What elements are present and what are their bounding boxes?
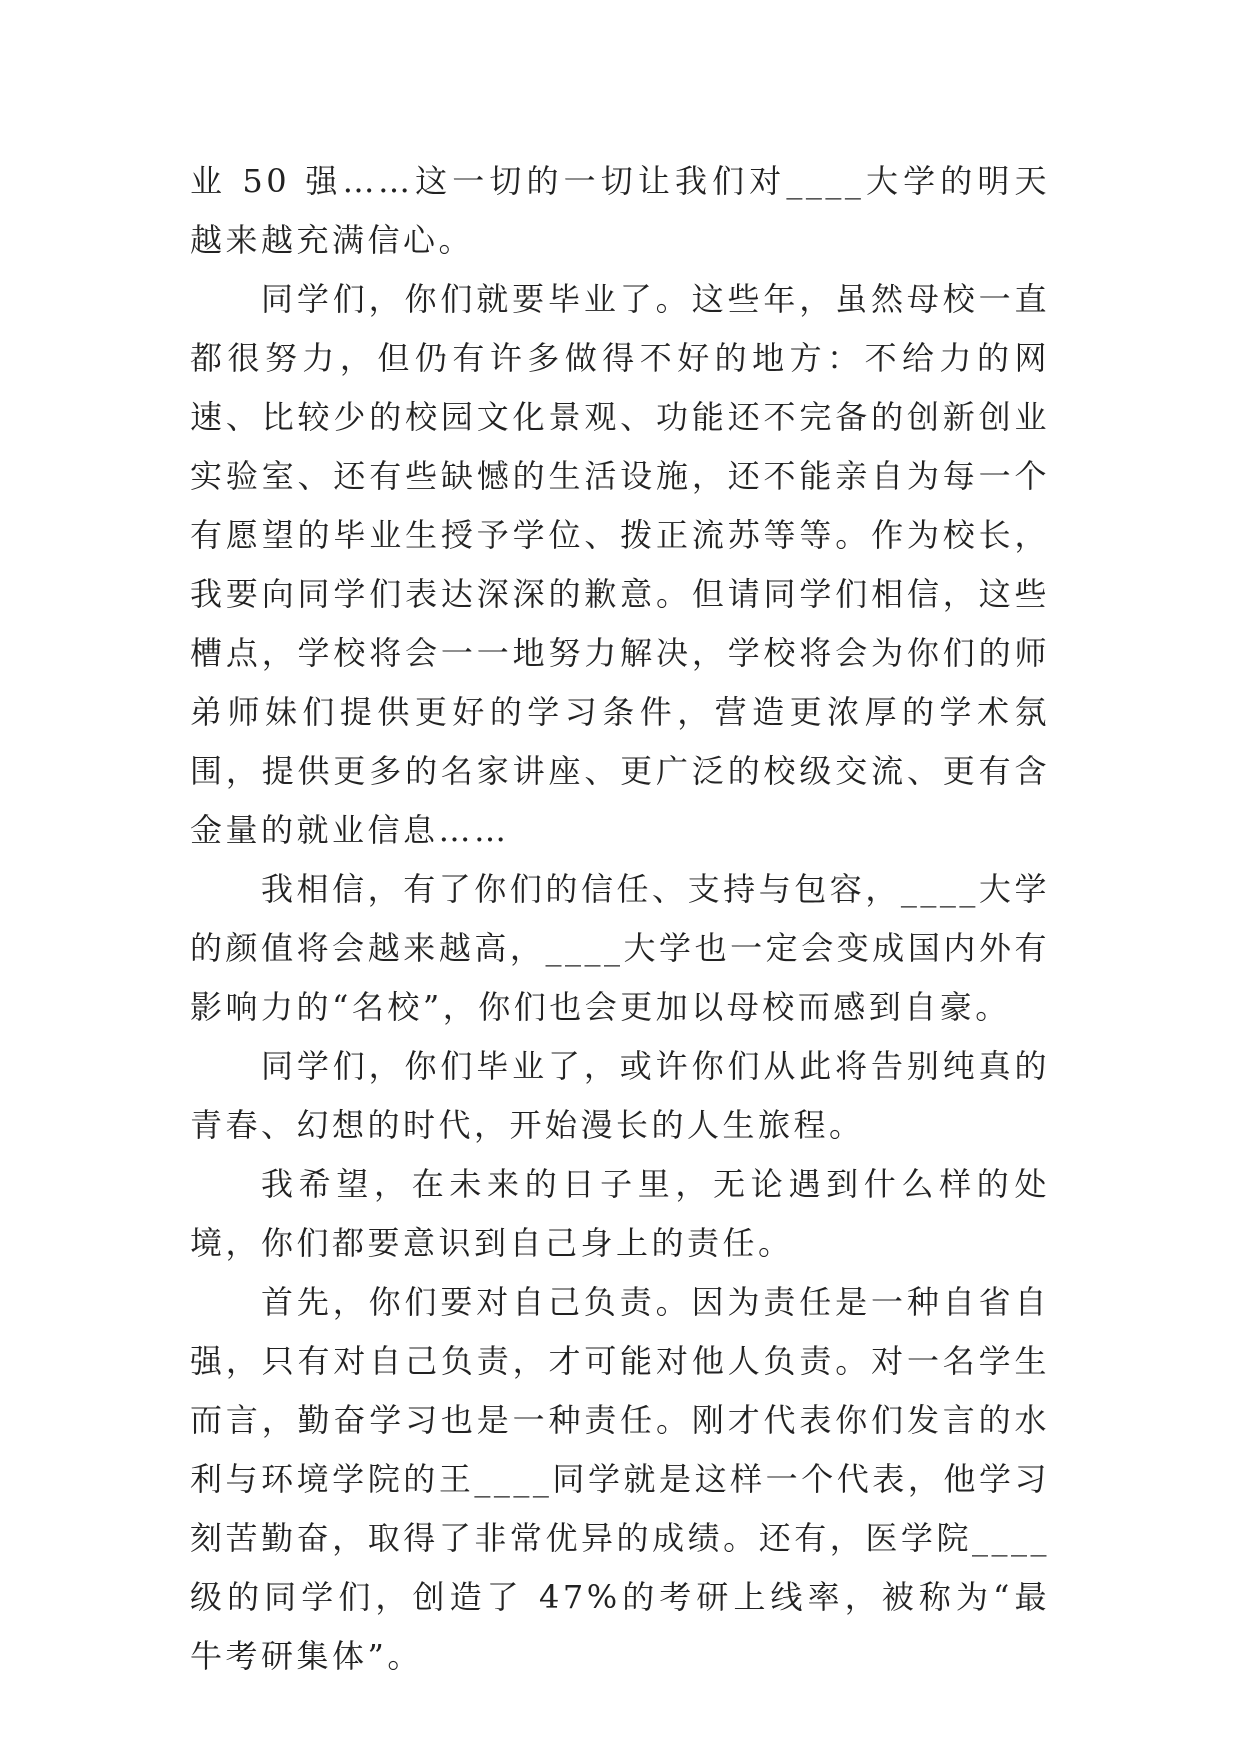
paragraph-5: 我希望，在未来的日子里，无论遇到什么样的处境，你们都要意识到自己身上的责任。 (190, 1165, 1050, 1262)
paragraph-6: 首先，你们要对自己负责。因为责任是一种自省自强，只有对自己负责，才可能对他人负责。对一名学生而言，勤奋学习也是一种责任。刚才代表你们发言的水利与环境学院的王____同学就是这样一个代表，他学习刻苦勤奋，取得了非常优异的成绩。还有，医学院____级的同学们，创造了 47%的考研上线率，被称为“最牛考研集体”。 (190, 1283, 1050, 1675)
paragraph-1: 业 50 强……这一切的一切让我们对____大学的明天越来越充满信心。 (190, 162, 1050, 259)
paragraph-2: 同学们，你们就要毕业了。这些年，虽然母校一直都很努力，但仍有许多做得不好的地方：不给力的网速、比较少的校园文化景观、功能还不完备的创新创业实验室、还有些缺憾的生活设施，还不能亲自为每一个有愿望的毕业生授予学位、拨正流苏等等。作为校长，我要向同学们表达深深的歉意。但请同学们相信，这些槽点，学校将会一一地努力解决，学校将会为你们的师弟师妹们提供更好的学习条件，营造更浓厚的学术氛围，提供更多的名家讲座、更广泛的校级交流、更有含金量的就业信息…… (190, 280, 1050, 849)
paragraph-3: 我相信，有了你们的信任、支持与包容，____大学的颜值将会越来越高，____大学也一定会变成国内外有影响力的“名校”，你们也会更加以母校而感到自豪。 (190, 870, 1050, 1026)
document-body (190, 152, 1050, 1686)
paragraph-4: 同学们，你们毕业了，或许你们从此将告别纯真的青春、幻想的时代，开始漫长的人生旅程。 (190, 1047, 1050, 1144)
